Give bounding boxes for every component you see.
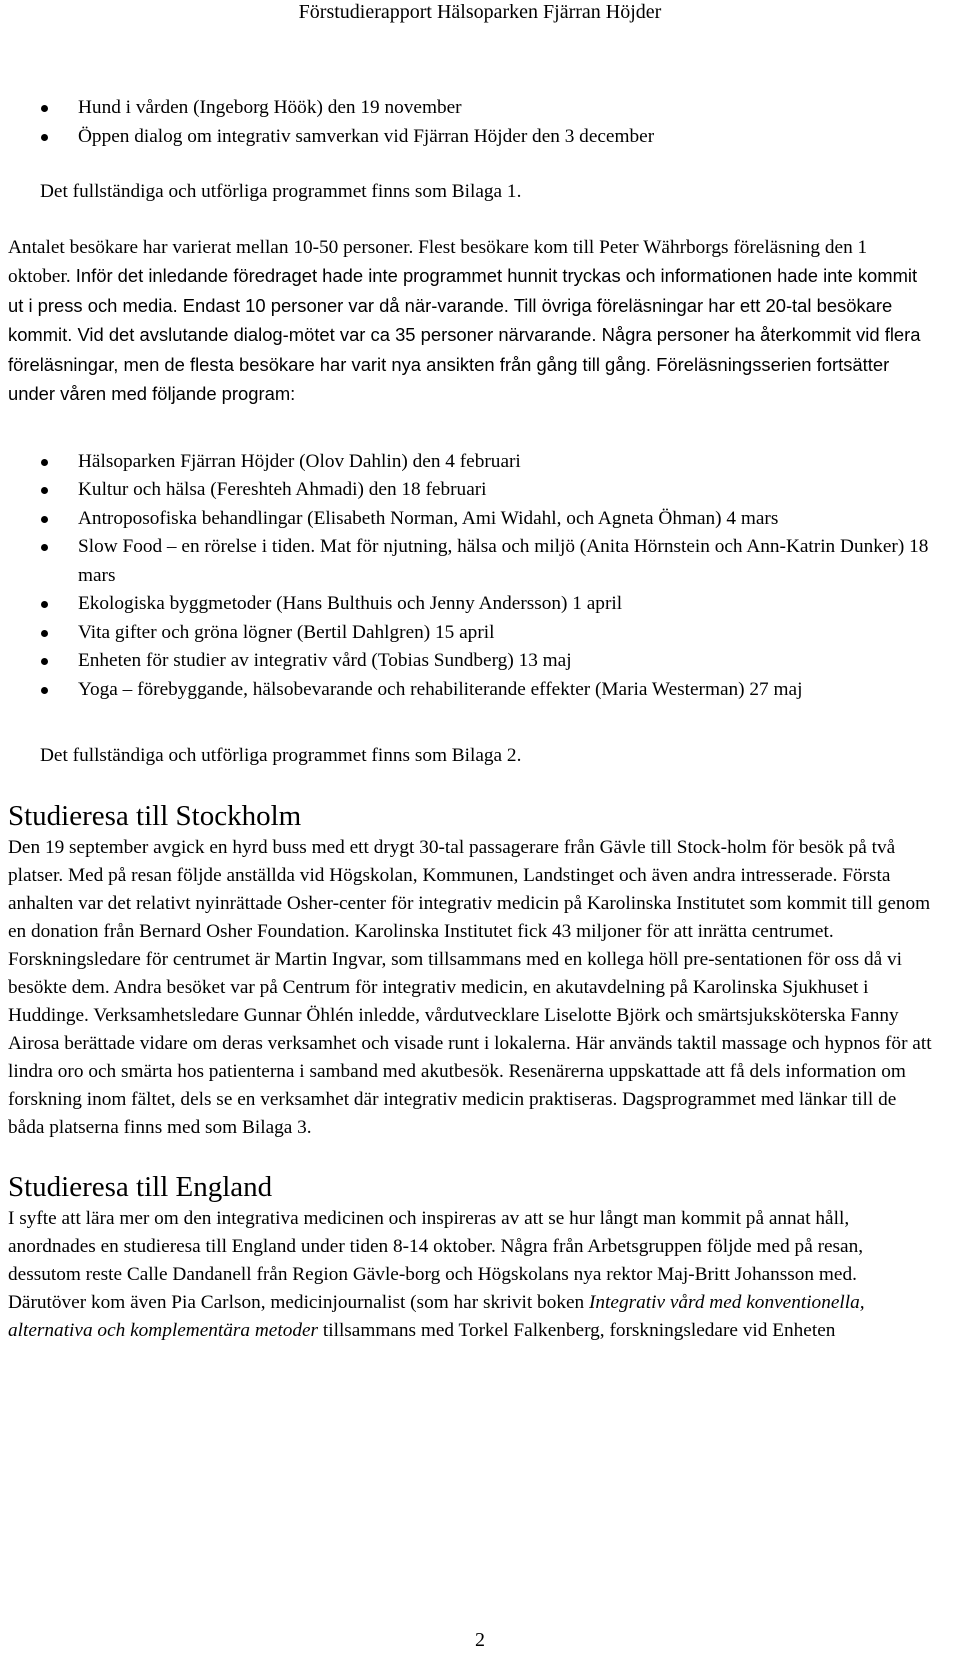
attendance-paragraph <box>8 234 933 410</box>
page-header: Förstudierapport Hälsoparken Fjärran Höjder <box>298 1 662 23</box>
lecture-list-autumn <box>8 94 933 151</box>
list-item: Vita gifter och gröna lögner (Bertil Dahlgren) 15 april <box>8 619 933 648</box>
heading-stockholm: Studieresa till Stockholm <box>8 799 302 832</box>
england-text-continued: tillsammans med Torkel Falkenberg, forskningsledare vid Enheten <box>318 1319 836 1341</box>
england-text: I syfte att lära mer om den integrativa medicinen och inspireras av att se hur långt man kommit på annat håll, anordnades en studieresa till England under tiden 8-14 oktober. Några från Arbetsgruppen följde med på resan, dessutom reste Calle Dandanell från Region Gävle-borg och Högskolans nya rektor Maj-Britt Johansson med. Därutöver kom även Pia Carlson, medicinjournalist (som har skrivit boken <box>8 1207 864 1313</box>
page-number: 2 <box>475 1629 485 1651</box>
list-item: Öppen dialog om integrativ samverkan vid Fjärran Höjder den 3 december <box>8 123 933 152</box>
list-item: Kultur och hälsa (Fereshteh Ahmadi) den 18 februari <box>8 476 933 505</box>
list-item: Slow Food – en rörelse i tiden. Mat för njutning, hälsa och miljö (Anita Hörnstein och Ann-Katrin Dunker) 18 mars <box>8 533 933 590</box>
bilaga-2-note: Det fullständiga och utförliga programmet finns som Bilaga 2. <box>40 745 522 766</box>
attendance-text-sans: Inför det inledande föredraget hade inte programmet hunnit tryckas och informationen hade inte kommit ut i press och media. Endast 10 personer var då när-varande. Till övriga föreläsningar har ett 20-tal besökare kommit. Vid det avslutande dialog-mötet var ca 35 personer närvarande. Några personer ha återkommit vid flera föreläsningar, men de flesta besökare har varit nya ansikten från gång till gång. Föreläsningsserien fortsätter under våren med följande program: <box>8 265 921 404</box>
list-item: Hund i vården (Ingeborg Höök) den 19 november <box>8 94 933 123</box>
book-title: Integrativ vård med konventionella, alternativa och komplementära metoder <box>8 1291 865 1341</box>
england-paragraph <box>8 1205 933 1345</box>
list-item: Hälsoparken Fjärran Höjder (Olov Dahlin) den 4 februari <box>8 448 933 477</box>
attendance-text-serif: Antalet besökare har varierat mellan 10-50 personer. Flest besökare kom till Peter Währborgs föreläsning den 1 oktober. <box>8 236 868 287</box>
list-item: Yoga – förebyggande, hälsobevarande och rehabiliterande effekter (Maria Westerman) 27 maj <box>8 676 933 705</box>
lecture-list-spring <box>8 448 933 705</box>
list-item: Ekologiska byggmetoder (Hans Bulthuis och Jenny Andersson) 1 april <box>8 590 933 619</box>
bilaga-1-note: Det fullständiga och utförliga programmet finns som Bilaga 1. <box>40 181 522 202</box>
list-item: Enheten för studier av integrativ vård (Tobias Sundberg) 13 maj <box>8 647 933 676</box>
heading-england: Studieresa till England <box>8 1170 273 1203</box>
list-item: Antroposofiska behandlingar (Elisabeth Norman, Ami Widahl, och Agneta Öhman) 4 mars <box>8 505 933 534</box>
document-body <box>8 94 933 1345</box>
stockholm-paragraph: Den 19 september avgick en hyrd buss med ett drygt 30-tal passagerare från Gävle till Stock-holm för besök på två platser. Med på resan följde anställda vid Högskolan, Kommunen, Landstinget och även andra intresserade. Första anhalten var det relativt nyinrättade Osher-center för integrativ medicin på Karolinska Institutet som kommit till genom en donation från Bernard Osher Foundation. Karolinska Institutet fick 43 miljoner för att inrätta centrumet. Forskningsledare för centrumet är Martin Ingvar, som tillsammans med en kollega höll pre-sentationen för oss då vi besökte dem. Andra besöket var på Centrum för integrativ medicin, en akutavdelning på Karolinska Sjukhuset i Huddinge. Verksamhetsledare Gunnar Öhlén inledde, vårdutvecklare Liselotte Björk och smärtsjuksköterska Fanny Airosa berättade vidare om deras verksamhet och visade runt i lokalerna. Här används taktil massage och hypnos för att lindra oro och smärta hos patienterna i samband med akutbesök. Resenärerna uppskattade att få dels information om forskning inom fältet, dels se en verksamhet där integrativ medicin praktiseras. Dagsprogrammet med länkar till de båda platserna finns med som Bilaga 3. <box>8 836 932 1138</box>
